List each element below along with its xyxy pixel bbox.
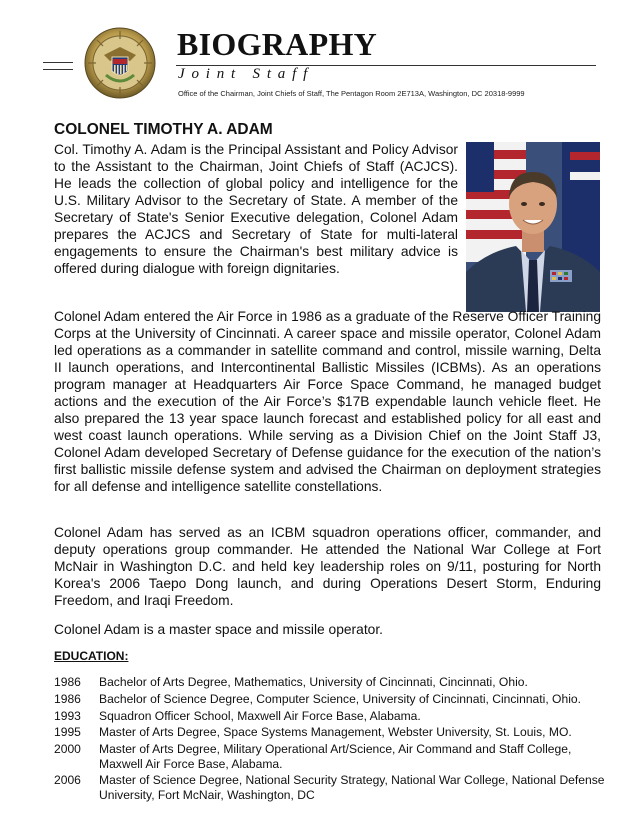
education-year: 1986 — [54, 675, 81, 689]
portrait-photo — [466, 142, 600, 312]
education-heading: EDUCATION: — [54, 649, 129, 663]
list-item — [54, 773, 614, 802]
header-address: Office of the Chairman, Joint Chiefs of Staff, The Pentagon Room 2E713A, Washington, DC 20318-9999 — [178, 89, 525, 98]
list-item — [54, 742, 614, 771]
bio-paragraph: Colonel Adam has served as an ICBM squadron operations officer, commander, and deputy operations group commander. He attended the National War College at Fort McNair in Washington D.C. and held key leadership roles on 9/11, posturing for North Korea's 2006 Taepo Dong launch, and during Operations Desert Storm, Enduring Freedom, and Iraqi Freedom. — [54, 525, 601, 608]
education-degree: Bachelor of Arts Degree, Mathematics, University of Cincinnati, Cincinnati, Ohio. — [99, 675, 528, 689]
list-item — [54, 675, 614, 690]
education-degree: Master of Arts Degree, Space Systems Management, Webster University, St. Louis, MO. — [99, 725, 572, 740]
header-subtitle: Joint Staff — [178, 66, 315, 82]
header-rule — [43, 62, 73, 63]
header-rule — [43, 69, 73, 70]
education-year: 1986 — [54, 691, 81, 706]
person-name: COLONEL TIMOTHY A. ADAM — [54, 121, 273, 138]
education-list — [54, 675, 614, 805]
bio-paragraph: Colonel Adam entered the Air Force in 1986 as a graduate of the Reserve Officer Training Corps at the University of Cincinnati. A career space and missile operator, Colonel Adam led operations as a commander in satellite command and control, missile warning, Delta II launch operations, and Intercontinental Ballistic Missiles (ICBMs). As an operations program manager at Headquarters Air Force Space Command, he managed budget actions and the execution of the Air Force’s $17B expendable launch vehicle fleet. He also prepared the 13 year space launch forecast and established policy for all east and west coast launch operations. While serving as a Division Chief on the Joint Staff J3, Colonel Adam developed Secretary of Defense guidance for the execution of the nation’s first ballistic missile defense system and advised the Chairman on deployment strategies for all defense and intelligence satellite constellations. — [54, 309, 601, 494]
page-header — [0, 0, 638, 112]
education-year: 2000 — [54, 742, 81, 757]
education-year: 1995 — [54, 725, 81, 740]
education-degree: Master of Science Degree, National Security Strategy, National War College, National Defense University, Fort McNair, Washington, DC — [99, 773, 605, 802]
joint-staff-seal-icon — [84, 27, 156, 99]
list-item — [54, 709, 614, 724]
bio-paragraph: Colonel Adam is a master space and missile operator. — [54, 622, 383, 637]
education-degree: Master of Arts Degree, Military Operational Art/Science, Air Command and Staff College, Maxwell Air Force Base, Alabama. — [99, 742, 572, 771]
header-title: BIOGRAPHY — [177, 26, 378, 62]
bio-paragraph: Col. Timothy A. Adam is the Principal Assistant and Policy Advisor to the Assistant to the Chairman, Joint Chiefs of Staff (ACJCS). He leads the collection of global policy and intelligence for the U.S. Military Advisor to the Secretary of State. A member of the Secretary of State's Senior Executive delegation, Colonel Adam prepares the ACJCS and Secretary of State for multi-lateral engagements to ensure the Chairman's best military advice is offered during dialogue with foreign dignitaries. — [54, 142, 458, 276]
education-year: 1993 — [54, 708, 81, 723]
list-item — [54, 725, 614, 740]
education-degree: Bachelor of Science Degree, Computer Science, University of Cincinnati, Cincinnati, Ohio. — [99, 691, 581, 706]
education-year: 2006 — [54, 773, 81, 788]
list-item — [54, 692, 614, 707]
education-degree: Squadron Officer School, Maxwell Air Force Base, Alabama. — [99, 708, 421, 723]
